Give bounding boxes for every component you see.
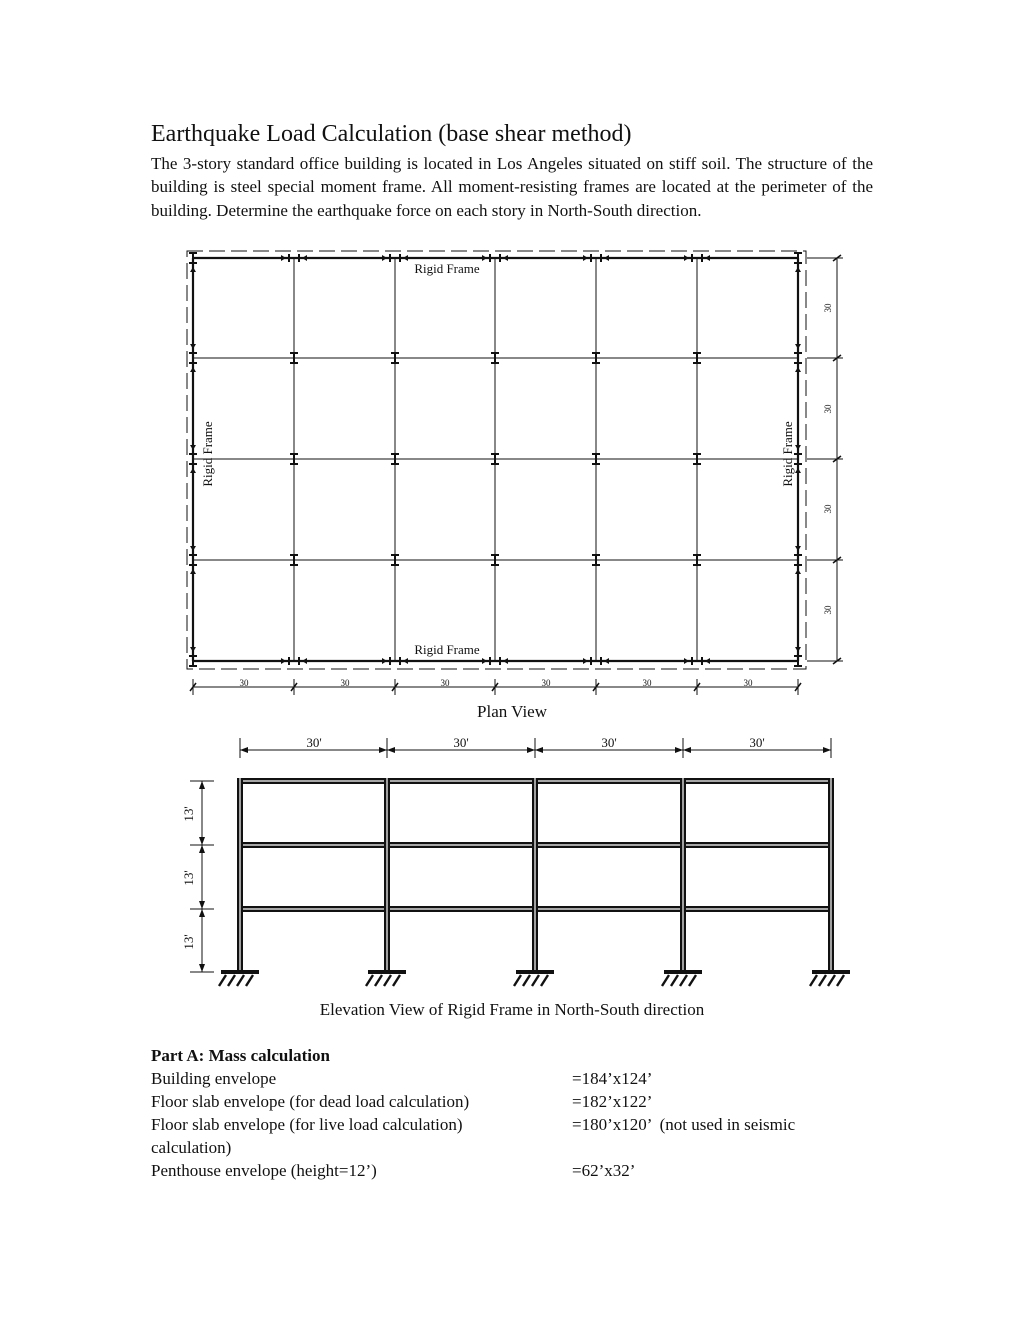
plan-dim-x: 30: [743, 678, 753, 688]
moment-connection-mark: [795, 569, 801, 574]
moment-connection-mark: [403, 658, 408, 664]
mass-row: [151, 1136, 873, 1159]
dimension-arrow: [387, 747, 395, 753]
support-hatch: [671, 975, 678, 986]
moment-connection-mark: [705, 658, 710, 664]
support-hatch: [375, 975, 382, 986]
page-title: Earthquake Load Calculation (base shear method): [151, 121, 632, 147]
support-hatch: [246, 975, 253, 986]
plan-dim-y: 30: [823, 404, 833, 414]
mass-row: [151, 1113, 873, 1136]
column-web: [192, 353, 194, 363]
support-hatch: [366, 975, 373, 986]
dimension-arrow: [199, 845, 205, 853]
support-hatch: [541, 975, 548, 986]
rigid-frame-label-left: Rigid Frame: [200, 421, 215, 487]
column-web: [390, 660, 400, 662]
moment-connection-mark: [190, 468, 196, 473]
dimension-arrow: [199, 837, 205, 845]
moment-connection-mark: [684, 658, 689, 664]
rigid-frame-label-right: Rigid Frame: [780, 421, 795, 487]
column-web: [595, 454, 597, 464]
mass-row-label: Floor slab envelope (for dead load calculation): [151, 1092, 470, 1111]
column-web: [293, 353, 295, 363]
elev-dim-bay: 30': [601, 735, 617, 750]
dimension-arrow: [199, 901, 205, 909]
moment-connection-mark: [190, 445, 196, 450]
moment-connection-mark: [604, 658, 609, 664]
column-web: [797, 555, 799, 565]
mass-row-label: Penthouse envelope (height=12’): [151, 1161, 377, 1180]
mass-row-value: =184’x124’: [572, 1069, 653, 1088]
moment-connection-mark: [190, 267, 196, 272]
support-hatch: [523, 975, 530, 986]
column-web: [692, 257, 702, 259]
column-web: [595, 555, 597, 565]
moment-connection-mark: [382, 658, 387, 664]
plan-dim-x: 30: [541, 678, 551, 688]
dimension-arrow: [683, 747, 691, 753]
plan-dim-x: 30: [340, 678, 350, 688]
dimension-arrow: [240, 747, 248, 753]
support-hatch: [837, 975, 844, 986]
elev-dim-story: 13': [181, 870, 196, 886]
moment-connection-mark: [503, 255, 508, 261]
support-hatch: [810, 975, 817, 986]
mass-row-label: Floor slab envelope (for live load calculation): [151, 1115, 463, 1134]
plan-dim-x: 30: [642, 678, 652, 688]
fixed-support: [514, 970, 554, 986]
fixed-support: [810, 970, 850, 986]
dimension-arrow: [675, 747, 683, 753]
dimension-arrow: [199, 781, 205, 789]
moment-connection-mark: [795, 267, 801, 272]
mass-row: [151, 1090, 873, 1113]
plan-dim-y: 30: [823, 605, 833, 615]
elev-dim-bay: 30': [306, 735, 322, 750]
moment-connection-mark: [190, 546, 196, 551]
dimension-arrow: [199, 909, 205, 917]
column-web: [394, 353, 396, 363]
support-hatch: [228, 975, 235, 986]
column-web: [490, 257, 500, 259]
dimension-arrow: [535, 747, 543, 753]
part-a-section: [151, 1044, 873, 1182]
moment-connection-mark: [302, 255, 307, 261]
moment-connection-mark: [583, 255, 588, 261]
moment-connection-mark: [302, 658, 307, 664]
column-web: [494, 353, 496, 363]
mass-row-label: Building envelope: [151, 1069, 277, 1088]
column-web: [293, 555, 295, 565]
rigid-frame-label-bottom: Rigid Frame: [414, 642, 480, 657]
moment-connection-mark: [382, 255, 387, 261]
fixed-support: [662, 970, 702, 986]
building-envelope-dashed: [187, 251, 806, 669]
column-web: [494, 555, 496, 565]
elev-dim-bay: 30': [749, 735, 765, 750]
support-plate: [812, 970, 850, 974]
moment-connection-mark: [795, 647, 801, 652]
column-web: [490, 660, 500, 662]
support-plate: [664, 970, 702, 974]
column-web: [394, 555, 396, 565]
support-hatch: [514, 975, 521, 986]
support-hatch: [532, 975, 539, 986]
rigid-frame-label-top: Rigid Frame: [414, 261, 480, 276]
part-a-heading: Part A: Mass calculation: [151, 1046, 330, 1065]
moment-connection-mark: [190, 647, 196, 652]
elevation-story-dims: [181, 806, 196, 949]
moment-connection-mark: [795, 367, 801, 372]
support-hatch: [393, 975, 400, 986]
column-web: [591, 257, 601, 259]
column-web: [692, 660, 702, 662]
elev-dim-story: 13': [181, 934, 196, 950]
column-web: [192, 555, 194, 565]
support-plate: [221, 970, 259, 974]
support-hatch: [237, 975, 244, 986]
column-web: [289, 660, 299, 662]
moment-connection-mark: [795, 468, 801, 473]
column-web: [192, 656, 194, 666]
moment-connection-mark: [705, 255, 710, 261]
moment-connection-mark: [281, 658, 286, 664]
column-web: [696, 555, 698, 565]
moment-connection-mark: [190, 367, 196, 372]
plan-view-caption: Plan View: [477, 702, 547, 721]
moment-connection-mark: [482, 255, 487, 261]
column-web: [591, 660, 601, 662]
column-web: [797, 253, 799, 263]
support-hatch: [680, 975, 687, 986]
support-hatch: [828, 975, 835, 986]
dimension-arrow: [527, 747, 535, 753]
column-web: [192, 454, 194, 464]
plan-dim-x: 30: [239, 678, 249, 688]
column-web: [797, 656, 799, 666]
intro-paragraph: The 3-story standard office building is located in Los Angeles situated on stiff soil. The structure of the building is steel special moment frame. All moment-resisting frames are located at the perimeter of the building. Determine the earthquake force on each story in North-South direction.: [151, 154, 873, 220]
mass-row-value: =62’x32’: [572, 1161, 636, 1180]
elev-dim-story: 13': [181, 806, 196, 822]
support-hatch: [819, 975, 826, 986]
fixed-support: [219, 970, 259, 986]
dimension-arrow: [379, 747, 387, 753]
moment-connection-mark: [604, 255, 609, 261]
column-web: [494, 454, 496, 464]
moment-connection-mark: [281, 255, 286, 261]
dimension-arrow: [823, 747, 831, 753]
moment-connection-mark: [795, 445, 801, 450]
column-web: [293, 454, 295, 464]
moment-connection-mark: [403, 255, 408, 261]
moment-connection-mark: [190, 344, 196, 349]
column-web: [696, 353, 698, 363]
plan-dim-y: 30: [823, 504, 833, 514]
support-hatch: [689, 975, 696, 986]
dimension-arrow: [199, 964, 205, 972]
column-web: [289, 257, 299, 259]
support-plate: [516, 970, 554, 974]
moment-connection-mark: [795, 344, 801, 349]
column-web: [797, 353, 799, 363]
fixed-support: [366, 970, 406, 986]
elev-dim-bay: 30': [453, 735, 469, 750]
moment-connection-mark: [503, 658, 508, 664]
column-web: [696, 454, 698, 464]
column-web: [595, 353, 597, 363]
mass-row-label: calculation): [151, 1138, 232, 1157]
elevation-view-drawing: [190, 738, 850, 986]
elevation-view-caption: Elevation View of Rigid Frame in North-South direction: [319, 1000, 705, 1019]
column-web: [394, 454, 396, 464]
support-hatch: [662, 975, 669, 986]
moment-connection-mark: [190, 569, 196, 574]
support-hatch: [384, 975, 391, 986]
support-plate: [368, 970, 406, 974]
support-hatch: [219, 975, 226, 986]
moment-connection-mark: [795, 546, 801, 551]
plan-view-drawing: [187, 251, 843, 695]
mass-row: [151, 1159, 873, 1182]
plan-dim-y: 30: [823, 303, 833, 313]
moment-connection-mark: [684, 255, 689, 261]
plan-dim-x: 30: [440, 678, 450, 688]
column-web: [390, 257, 400, 259]
moment-connection-mark: [482, 658, 487, 664]
column-web: [797, 454, 799, 464]
mass-row: [151, 1067, 873, 1090]
mass-row-value: =180’x120’ (not used in seismic: [572, 1115, 796, 1134]
column-web: [192, 253, 194, 263]
mass-row-value: =182’x122’: [572, 1092, 653, 1111]
moment-connection-mark: [583, 658, 588, 664]
